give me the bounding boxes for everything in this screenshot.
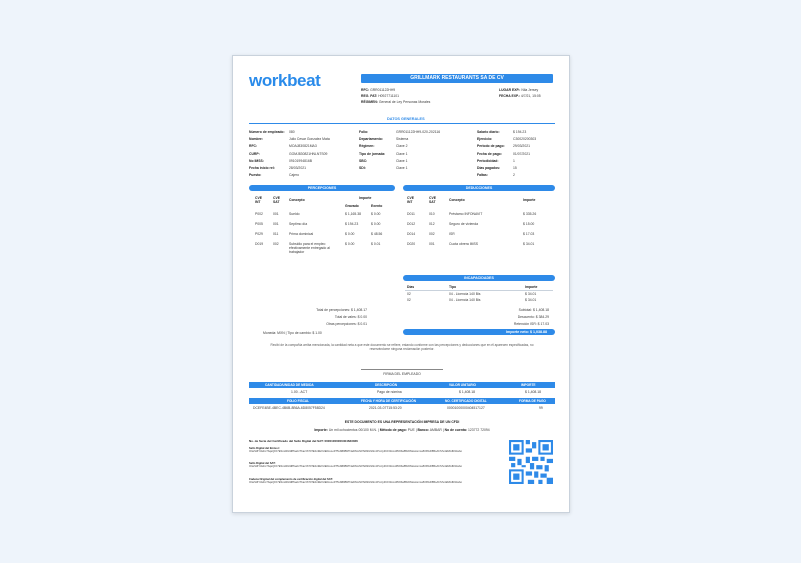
incapacidades-header: INCAPACIDADES — [403, 275, 555, 281]
signature-line — [361, 369, 443, 370]
table-row: D012 012 Seguro de vivienda $ 15.00 — [407, 222, 535, 226]
incap-col-importe: Importe — [525, 285, 538, 289]
signature-label: FIRMA DEL EMPLEADO — [383, 372, 421, 376]
ded-col-importe: Importe — [523, 198, 536, 202]
general-data-title: DATOS GENERALES — [383, 117, 429, 121]
table-row: P029 011 Prima dominical $ 0.00 $ 48.56 — [255, 232, 383, 236]
divider — [249, 123, 555, 124]
sat-cert-number: No. de Serie del Certificado del Sello Digital del SAT: 00001000000404623026 — [249, 439, 358, 443]
percepciones-rows — [255, 212, 395, 256]
incap-col-dias: Días — [407, 285, 415, 289]
descuento: Descuento: $ 384.29 — [517, 315, 549, 319]
cert-table-header: FOLIO FISCAL FECHA Y HORA DE CERTIFICACIÓN NO. CERTIFICADO DIGITAL FORMA DE PAGO — [249, 398, 555, 404]
table-row: 02 04 - Licencia 140 Bis $ 34.01 — [407, 292, 537, 296]
moneda-line: Moneda: MXN | Tipo de cambio: $ 1.00 — [263, 331, 322, 335]
cadena-original: Cadena Original del complemento de certificación digital del SAT: OGZH6Y3wbc7bqeQIO7ESnH0G9l8TaebrTbazz6707Ebn9EXUE0zeLo9T5xbB9B9TNaDNmN0Ts82GS9mzPcvIyZCFi3Ao1Pbb5e8Bo5Ntowonma5O8GDB5sAh7ZvxEMGfR4Asbo — [249, 478, 463, 485]
perc-col-gravado: Gravado — [345, 204, 359, 208]
workbeat-logo: workbeat — [249, 71, 321, 90]
qr-code-icon — [509, 440, 553, 484]
header-rfc: RFC: GRR011122HH9 — [361, 88, 396, 92]
general-col-2: Folio: GRR011122HH9-020-202116 Departamento: Sistema Régimen: Clave 2 Tipo de jornada: Clave 1 SBC: Clave 1 SDI: Clave 1 — [359, 130, 441, 170]
otras-percepciones: Otras percepciones: $ 0.01 — [326, 322, 367, 326]
perc-col-concepto: Concepto — [289, 198, 305, 202]
header-reg-pat: REG. PAT: H0927711101 — [361, 94, 400, 98]
table-row: D011 010 Préstamo INFONAVIT $ 335.26 — [407, 212, 537, 216]
total-vales: Total de vales: $ 0.00 — [334, 315, 367, 319]
table-row: P005 001 Septimo día $ 194.23 $ 0.00 — [255, 222, 381, 226]
divider — [405, 290, 553, 291]
table-row: D019 002 Subsidio para el empleo efectivamente entregado al trabajador $ 0.00 $ 0.01 — [255, 242, 381, 254]
perc-col-cve-sat: CVE SAT — [273, 196, 280, 204]
perc-col-cve-int: CVE INT — [255, 196, 262, 204]
header-lugar-exp: LUGAR EXP.: Nila Jersey — [499, 88, 539, 92]
table-row: D014 002 ISR $ 17.03 — [407, 232, 535, 236]
sello-cfdi: Sello Digital del Emisor: OGZH6Y3wbc7bqeQIO7ESnH0G9l8TaebrTbazz6707Ebn9EXUE0zeLo9T5xbB9B9TNaDNmN0Ts82GS9mzPcvIyZCFi3Ao1Pbb5e8Bo5Ntowonma5O8GDB5sAh7ZvxEMGfR4Asbo — [249, 447, 463, 454]
concept-table-row: 1.00 - ACT Pago de nómina $ 1,408.18 $ 1,408.18 — [291, 390, 542, 394]
perc-col-exento: Exento — [371, 204, 383, 208]
total-percepciones: Total de percepciones: $ 1,408.17 — [316, 308, 367, 312]
company-name-banner: GRILLMARK RESTAURANTS SA DE CV — [361, 74, 553, 83]
retencion-isr: Retención ISR: $ 17.03 — [513, 322, 549, 326]
legal-text: Recibí de la compañía arriba mencionada, la cantidad neta a que este documento se refiere, estando conforme con las percepciones y deducciones que en él aparecen especificadas, no reservándome ninguna reclamación posterior. — [270, 343, 534, 351]
table-row: 02 04 - Licencia 140 Bis $ 34.01 — [407, 298, 537, 302]
subtotal: Subtotal: $ 1,408.18 — [518, 308, 549, 312]
ded-col-cve-int: CVE INT — [407, 196, 414, 204]
percepciones-header: PERCEPCIONES — [249, 185, 395, 191]
incap-col-tipo: Tipo — [449, 285, 457, 289]
importe-neto-bar: Importe neto: $ 1,038.88 — [403, 329, 555, 335]
table-row: P002 001 Sueldo $ 1,165.38 $ 0.00 — [255, 212, 381, 216]
ded-col-concepto: Concepto — [449, 198, 465, 202]
header-fecha-exp: FECHA EXP.: 4/7/21, 15:05 — [499, 94, 541, 98]
deducciones-header: DEDUCCIONES — [403, 185, 555, 191]
concept-table-header: CANTIDAD/UNIDAD DE MEDIDA DESCRIPCIÓN VALOR UNITARIO IMPORTE — [249, 382, 555, 388]
cfdi-notice: ESTE DOCUMENTO ES UNA REPRESENTACIÓN IMPRESA DE UN CFDI — [344, 420, 460, 424]
sello-sat: Sello Digital del SAT: OGZH6Y3wbc7bqeQIO7ESnH0G9l8TaebrTbazz6707Ebn9EXUE0zeLo9T5xbB9B9TNaDNmN0Ts82GS9mzPcvIyZCFi3Ao1Pbb5e8Bo5Ntowonma5O8GDB5sAh7ZvxEMGfR4Asbo — [249, 462, 463, 469]
table-row: D020 001 Cuota obrera IMSS $ 34.01 — [407, 242, 535, 246]
payment-line: Importe: Un mil ochocientos 00/100 M.N. | Método de pago: PUE | Banco: AMBAR | No de cuenta: 123772 72094 — [314, 428, 490, 432]
payroll-receipt-page — [232, 55, 570, 513]
ded-col-cve-sat: CVE SAT — [429, 196, 436, 204]
deducciones-rows — [407, 212, 557, 252]
header-regimen: RÉGIMEN: General de Ley Personas Morales — [361, 100, 431, 104]
perc-col-importe: Importe — [359, 196, 372, 200]
general-col-3: Salario diario: $ 194.23 Ejercicio: C30020200303 Periodo de pago: 29/03/2021 Fecha de pago: 01/07/2021 Periodicidad: 1 Días pagados: 15 Faltas: 2 — [477, 130, 537, 178]
general-col-1: Número de empleado: 080 Nombre: Julio Cesar Gonzalez Mata RFC: MOAJ830821MA3 CURP: GOMJ830821HNLNTS09 No IMSS: 09101994816B Fecha inicio rel: 28/03/2021 Puesto: Cajero — [249, 130, 330, 178]
cert-table-row: DCEFE4BE-4BEC-4B6B-8B6A-6D8057F58D24 2021-03-07T15:53:20 00001000000404517127 99 — [253, 406, 543, 410]
